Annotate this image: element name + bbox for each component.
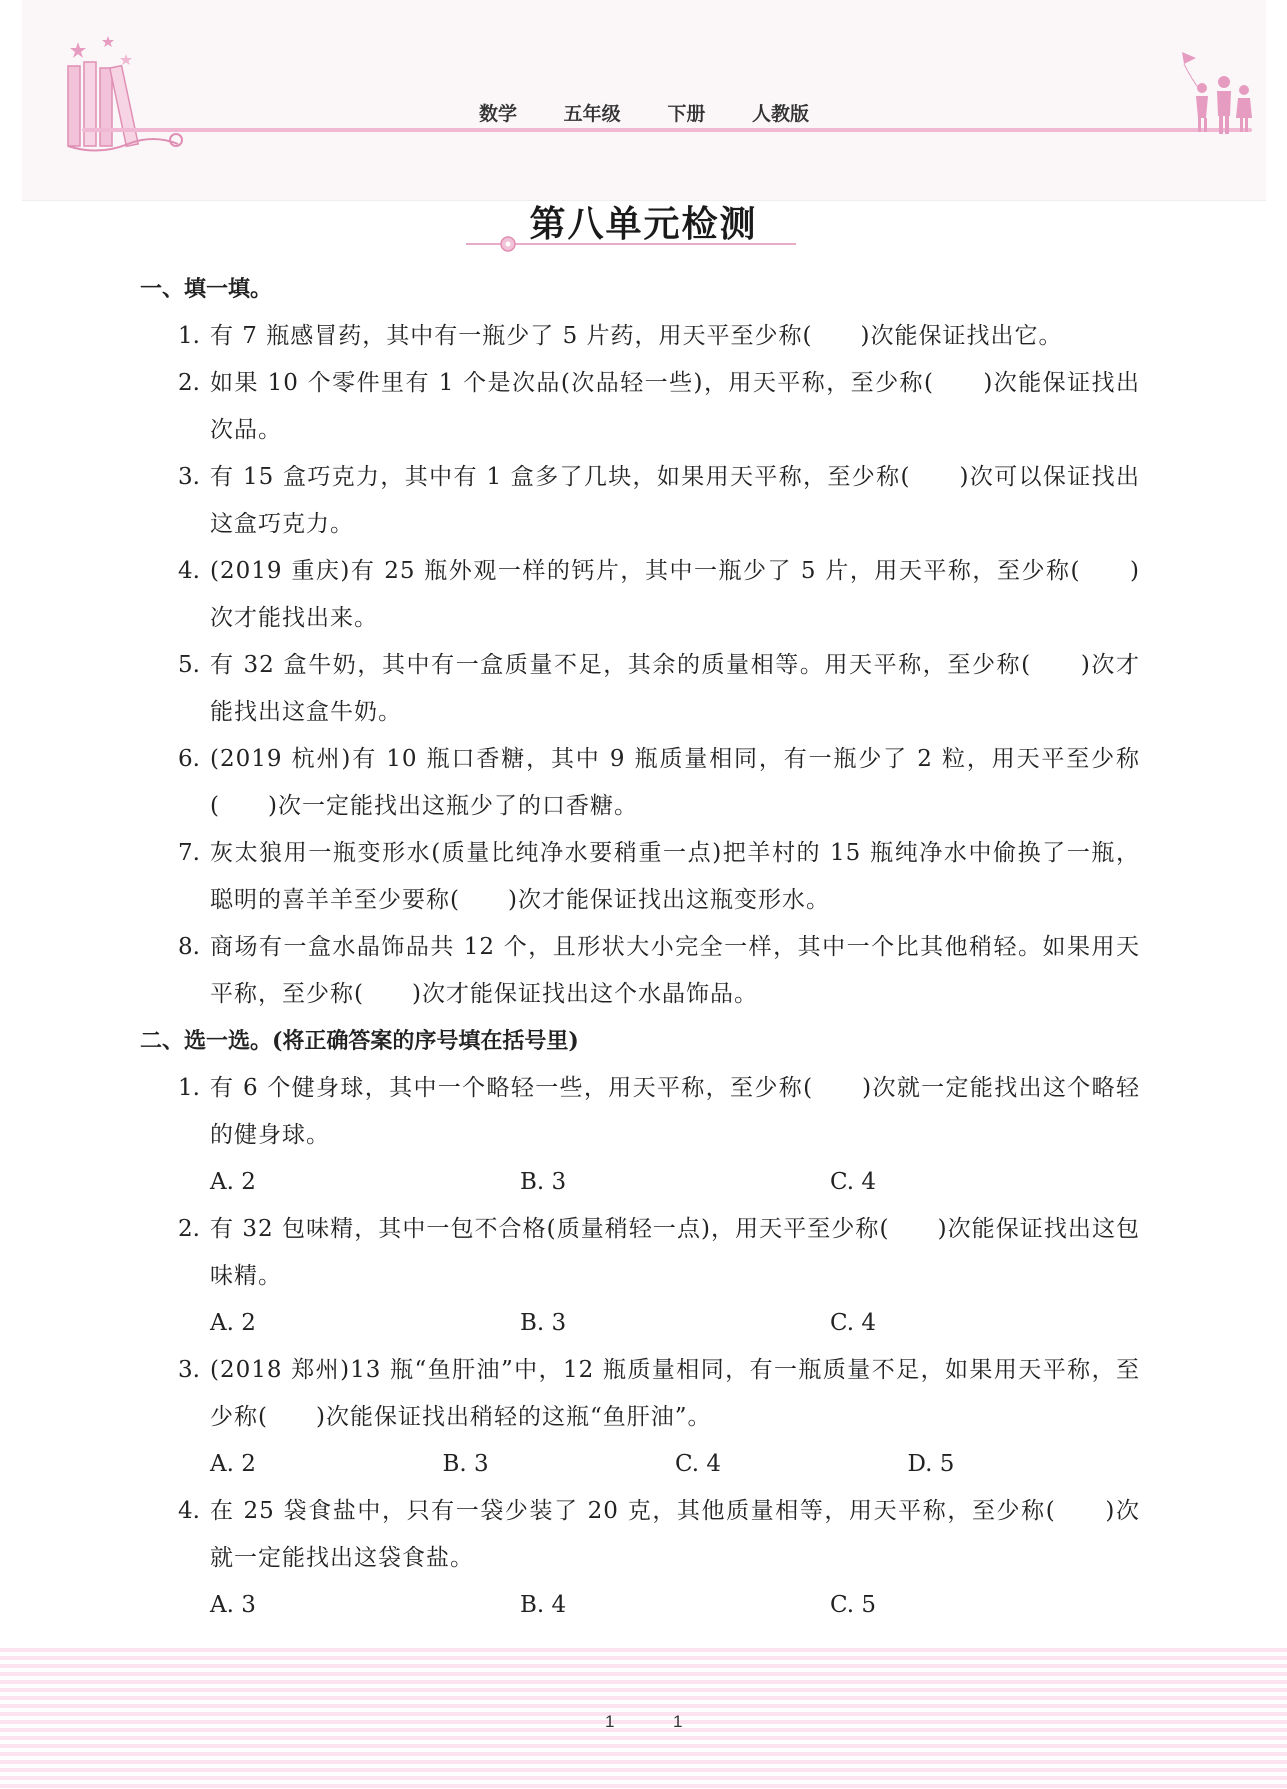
fill-question xyxy=(140,313,1140,360)
fill-question xyxy=(140,360,1140,454)
books-logo-icon xyxy=(58,36,188,156)
option-b: B. 3 xyxy=(520,1169,567,1195)
question-text: 有 15 盒巧克力，其中有 1 盒多了几块，如果用天平称，至少称( )次可以保证找出这盒巧克力。 xyxy=(210,464,1140,537)
choice-question xyxy=(140,1347,1140,1441)
question-number: 1. xyxy=(178,1075,200,1101)
fill-question xyxy=(140,548,1140,642)
section-heading-choose: 二、选一选。(将正确答案的序号填在括号里) xyxy=(140,1028,579,1054)
page-number-right: 1 xyxy=(673,1712,683,1731)
option-a: A. 3 xyxy=(210,1592,256,1618)
answer-options xyxy=(140,1582,1140,1629)
option-b: B. 3 xyxy=(442,1451,489,1477)
subject-label: 数学 xyxy=(479,103,518,125)
question-number: 3. xyxy=(178,1357,200,1383)
section-heading-fill: 一、填一填。 xyxy=(140,276,273,302)
question-text: (2018 郑州)13 瓶“鱼肝油”中，12 瓶质量相同，有一瓶质量不足，如果用天平称，至少称( )次能保证找出稍轻的这瓶“鱼肝油”。 xyxy=(210,1357,1140,1430)
option-b: B. 4 xyxy=(520,1592,567,1618)
fill-question xyxy=(140,454,1140,548)
option-a: A. 2 xyxy=(210,1169,256,1195)
page-number-left: 1 xyxy=(605,1712,615,1731)
option-b: B. 3 xyxy=(520,1310,567,1336)
fill-question xyxy=(140,830,1140,924)
choice-question xyxy=(140,1206,1140,1300)
option-a: A. 2 xyxy=(210,1451,256,1477)
answer-options xyxy=(140,1159,1140,1206)
question-text: 有 7 瓶感冒药，其中有一瓶少了 5 片药，用天平至少称( )次能保证找出它。 xyxy=(210,323,1063,349)
worksheet-content xyxy=(140,266,1140,1629)
question-number: 1. xyxy=(178,323,200,349)
answer-options xyxy=(140,1300,1140,1347)
question-text: 有 32 包味精，其中一包不合格(质量稍轻一点)，用天平至少称( )次能保证找出这包味精。 xyxy=(210,1216,1140,1289)
question-number: 5. xyxy=(178,652,200,678)
question-number: 6. xyxy=(178,746,200,772)
option-c: C. 4 xyxy=(830,1169,877,1195)
page-header xyxy=(22,0,1266,201)
question-number: 7. xyxy=(178,840,200,866)
unit-title: 第八单元检测 xyxy=(529,203,758,245)
option-c: C. 5 xyxy=(830,1592,877,1618)
question-text: 有 32 盒牛奶，其中有一盒质量不足，其余的质量相等。用天平称，至少称( )次才能找出这盒牛奶。 xyxy=(210,652,1140,725)
edition-label: 人教版 xyxy=(751,103,809,125)
children-kite-icon xyxy=(1162,50,1262,140)
question-text: (2019 重庆)有 25 瓶外观一样的钙片，其中一瓶少了 5 片，用天平称，至少称( )次才能找出来。 xyxy=(210,558,1140,631)
question-text: 如果 10 个零件里有 1 个是次品(次品轻一些)，用天平称，至少称( )次能保证找出次品。 xyxy=(210,370,1140,443)
term-label: 下册 xyxy=(667,103,706,125)
question-number: 3. xyxy=(178,464,200,490)
question-text: 灰太狼用一瓶变形水(质量比纯净水要稍重一点)把羊村的 15 瓶纯净水中偷换了一瓶，聪明的喜羊羊至少要称( )次才能保证找出这瓶变形水。 xyxy=(210,840,1140,913)
header-divider xyxy=(82,128,1252,132)
option-c: C. 4 xyxy=(675,1451,722,1477)
title-underline-decoration xyxy=(466,234,796,254)
question-number: 2. xyxy=(178,370,200,396)
striped-footer xyxy=(0,1648,1287,1789)
option-d: D. 5 xyxy=(907,1451,955,1477)
choice-question xyxy=(140,1488,1140,1582)
question-text: (2019 杭州)有 10 瓶口香糖，其中 9 瓶质量相同，有一瓶少了 2 粒，用天平至少称( )次一定能找出这瓶少了的口香糖。 xyxy=(210,746,1140,819)
fill-question xyxy=(140,642,1140,736)
fill-question xyxy=(140,736,1140,830)
question-text: 商场有一盒水晶饰品共 12 个，且形状大小完全一样，其中一个比其他稍轻。如果用天平称，至少称( )次才能保证找出这个水晶饰品。 xyxy=(210,934,1140,1007)
answer-options xyxy=(140,1441,1140,1488)
grade-label: 五年级 xyxy=(563,103,621,125)
book-info xyxy=(22,99,1266,126)
question-text: 有 6 个健身球，其中一个略轻一些，用天平称，至少称( )次就一定能找出这个略轻的健身球。 xyxy=(210,1075,1140,1148)
choice-question xyxy=(140,1065,1140,1159)
question-text: 在 25 袋食盐中，只有一袋少装了 20 克，其他质量相等，用天平称，至少称( )次就一定能找出这袋食盐。 xyxy=(210,1498,1140,1571)
question-number: 4. xyxy=(178,1498,200,1524)
option-a: A. 2 xyxy=(210,1310,256,1336)
question-number: 4. xyxy=(178,558,200,584)
question-number: 2. xyxy=(178,1216,200,1242)
fill-question xyxy=(140,924,1140,1018)
option-c: C. 4 xyxy=(830,1310,877,1336)
question-number: 8. xyxy=(178,934,200,960)
